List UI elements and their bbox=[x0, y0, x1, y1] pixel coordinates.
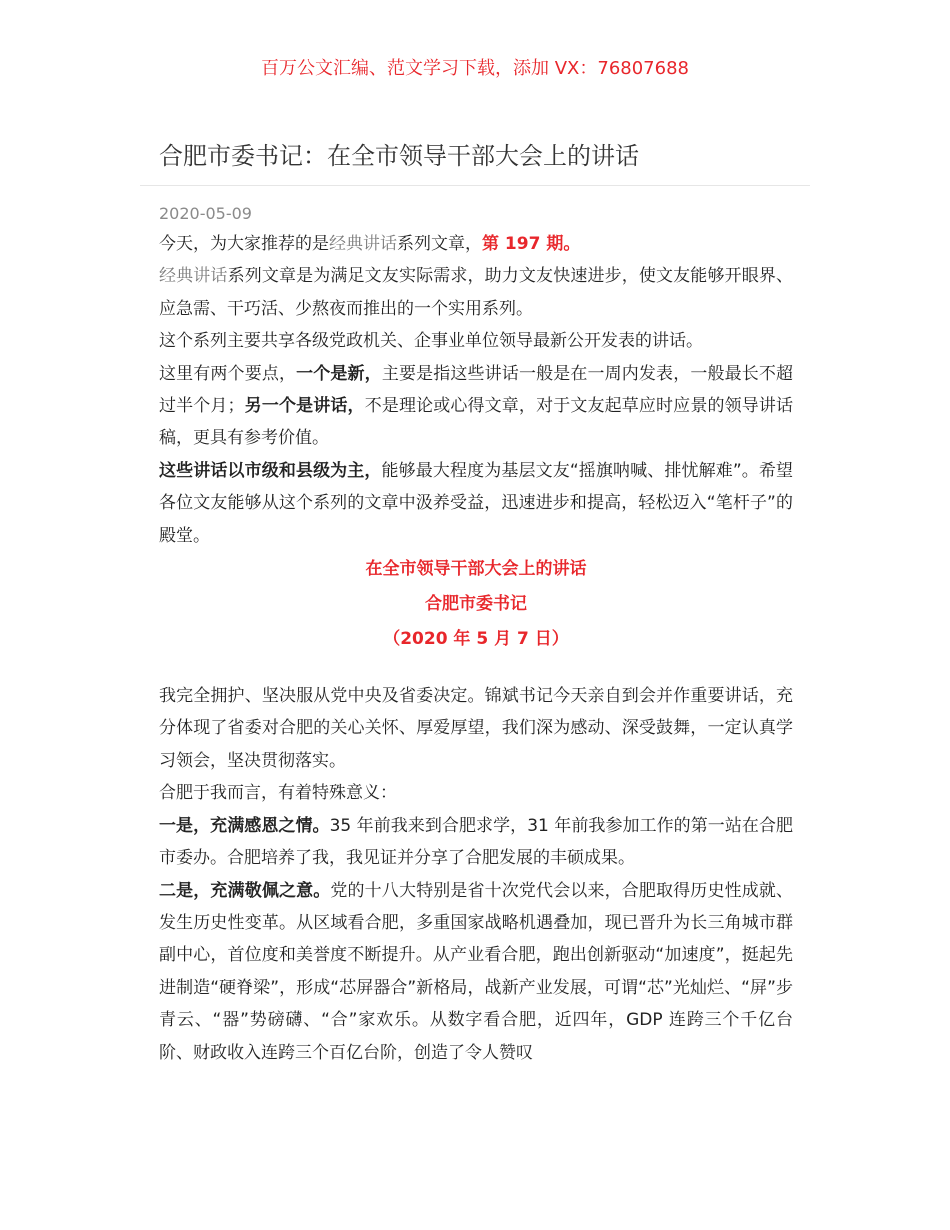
speech-paragraph-1: 我完全拥护、坚决服从党中央及省委决定。锦斌书记今天亲自到会并作重要讲话，充分体现了省委对合肥的关心关怀、厚爱厚望，我们深为感动、深受鼓舞，一定认真学习领会，坚决贯彻落实。 bbox=[159, 686, 793, 771]
issue-number: 第 197 期。 bbox=[482, 234, 581, 254]
key-point-new: 一个是新， bbox=[296, 363, 382, 384]
intro-text: 系列文章是为满足文友实际需求，助力文友快速进步，使文友能够开眼界、应急需、干巧活、少熬夜而推出的一个实用系列。 bbox=[159, 266, 794, 319]
intro-paragraph-3: 这个系列主要共享各级党政机关、企事业单位领导最新公开发表的讲话。 bbox=[159, 331, 703, 352]
intro-text: 能够最大程度为基层文友“摇旗呐喊、排忧解难”。希望各位文友能够从这个系列的文章中汲养受益，迅速进步和提高，轻松迈入“笔杆子”的殿堂。 bbox=[159, 460, 793, 546]
speech-text: 党的十八大特别是省十次党代会以来，合肥取得历史性成就、发生历史性变革。从区域看合肥，多重国家战略机遇叠加，现已晋升为长三角城市群副中心，首位度和美誉度不断提升。从产业看合肥，跑出创新驱动“加速度”，挺起先进制造“硬脊梁”，形成“芯屏器合”新格局，战新产业发展，可谓“芯”光灿烂、“屏”步青云、“器”势磅礴、“合”家欢乐。从数字看合肥，近四年，GDP 连跨三个千亿台阶、财政收入连跨三个百亿台阶，创造了令人赞叹 bbox=[159, 880, 794, 1063]
point-two-heading: 二是，充满敬佩之意。 bbox=[159, 880, 331, 901]
spacer bbox=[159, 657, 793, 677]
speech-author: 合肥市委书记 bbox=[425, 594, 527, 615]
speech-paragraph-4 bbox=[159, 875, 793, 1069]
intro-text: 不是理论或心得文章，对于文友起草应时应景的领导讲话稿，更具有参考价值。 bbox=[159, 396, 794, 449]
promo-banner: 百万公文汇编、范文学习下载，添加 VX：76807688 bbox=[261, 58, 689, 79]
publish-date: 2020-05-09 bbox=[159, 204, 252, 223]
intro-text: 系列文章， bbox=[397, 234, 482, 254]
title-divider bbox=[140, 185, 810, 186]
series-link[interactable]: 经典讲话 bbox=[329, 234, 397, 254]
speech-text: 35 年前我来到合肥求学，31 年前我参加工作的第一站在合肥市委办。合肥培养了我，我见证并分享了合肥发展的丰硕成果。 bbox=[159, 815, 794, 869]
speech-paragraph-2: 合肥于我而言，有着特殊意义： bbox=[159, 783, 397, 804]
intro-text: 主要是指这些讲话一般是在一周内发表，一般最长不超过半个月； bbox=[159, 363, 794, 417]
series-link[interactable]: 经典讲话 bbox=[159, 266, 228, 287]
intro-paragraph-1 bbox=[159, 228, 793, 260]
key-point-speech: 另一个是讲话， bbox=[244, 396, 365, 417]
speech-date: （2020 年 5 月 7 日） bbox=[383, 629, 569, 650]
speech-paragraph-3 bbox=[159, 810, 793, 875]
article-title: 合肥市委书记：在全市领导干部大会上的讲话 bbox=[159, 142, 639, 170]
intro-paragraph-2 bbox=[159, 260, 793, 325]
intro-text: 这里有两个要点， bbox=[159, 363, 297, 384]
key-point-level: 这些讲话以市级和县级为主， bbox=[159, 460, 382, 481]
intro-paragraph-4 bbox=[159, 358, 793, 455]
speech-title: 在全市领导干部大会上的讲话 bbox=[365, 559, 587, 580]
article-body bbox=[159, 228, 793, 1069]
point-one-heading: 一是，充满感恩之情。 bbox=[159, 815, 330, 836]
intro-text: 今天，为大家推荐的是 bbox=[159, 234, 329, 254]
intro-paragraph-5 bbox=[159, 455, 793, 552]
